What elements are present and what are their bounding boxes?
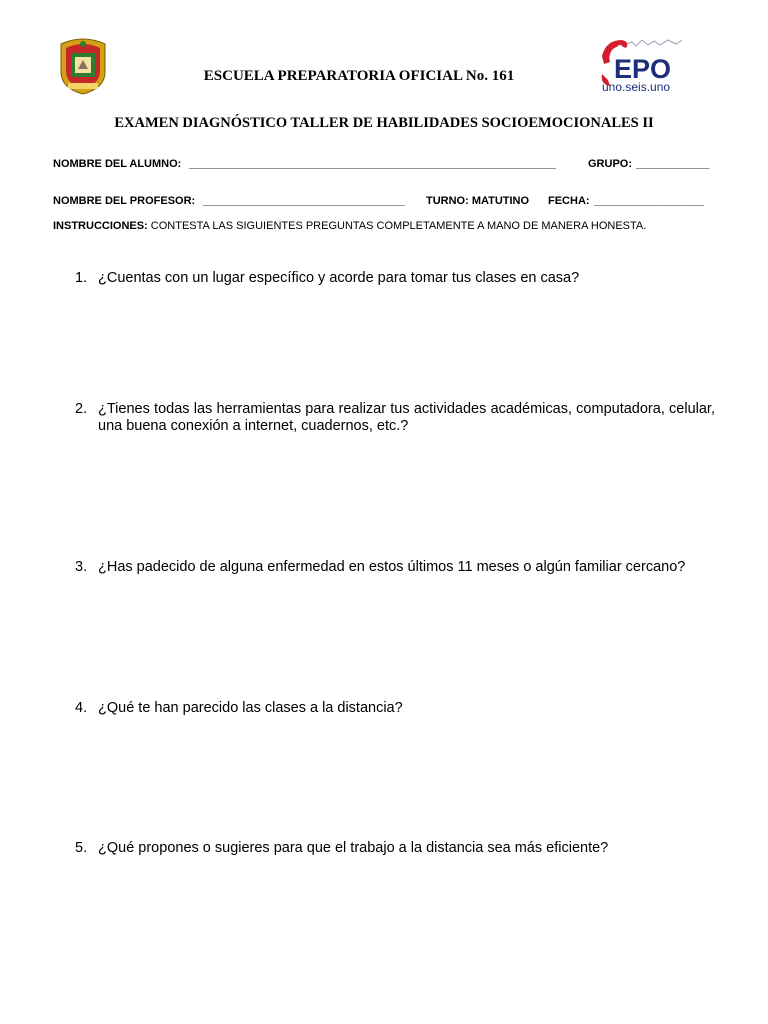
question-4 [75,700,715,717]
question-5 [75,840,715,857]
question-number: 1. [75,270,88,286]
instructions-text: CONTESTA LAS SIGUIENTES PREGUNTAS COMPLETAMENTE A MANO DE MANERA HONESTA. [147,220,647,232]
date-field[interactable]: __________________ [594,195,705,207]
instructions-label: INSTRUCCIONES: [53,220,148,232]
instructions-row [53,220,719,232]
teacher-name-label: NOMBRE DEL PROFESOR: [53,195,196,207]
state-crest-logo [58,36,108,96]
date-label: FECHA: [548,195,590,207]
group-label: GRUPO: [588,158,632,170]
question-number: 4. [75,700,88,716]
student-name-label: NOMBRE DEL ALUMNO: [53,158,182,170]
student-name-field[interactable]: ____________________________________________________________ [189,158,557,170]
epo-logo [596,34,686,94]
epo-logo-mark: EPO [614,54,672,84]
question-number: 3. [75,559,88,575]
question-2 [75,401,715,435]
teacher-name-field[interactable]: _________________________________ [203,195,405,207]
question-number: 5. [75,840,88,856]
question-text: ¿Qué te han parecido las clases a la distancia? [98,700,403,716]
shift-label: TURNO: MATUTINO [426,195,530,207]
question-number: 2. [75,401,88,417]
question-3 [75,559,715,576]
question-text: ¿Has padecido de alguna enfermedad en estos últimos 11 meses o algún familiar cercano? [98,559,686,575]
question-1 [75,270,715,287]
epo-logo-tagline: uno.seis.uno [602,80,671,94]
question-text: ¿Tienes todas las herramientas para realizar tus actividades académicas, computadora, celular, una buena conexión a internet, cuadernos, etc.? [98,401,715,434]
group-field[interactable]: ____________ [636,158,710,170]
school-name: ESCUELA PREPARATORIA OFICIAL No. 161 [203,68,515,84]
question-text: ¿Cuentas con un lugar específico y acorde para tomar tus clases en casa? [98,270,580,286]
question-text: ¿Qué propones o sugieres para que el trabajo a la distancia sea más eficiente? [98,840,609,856]
exam-title: EXAMEN DIAGNÓSTICO TALLER DE HABILIDADES SOCIOEMOCIONALES II [114,115,654,131]
